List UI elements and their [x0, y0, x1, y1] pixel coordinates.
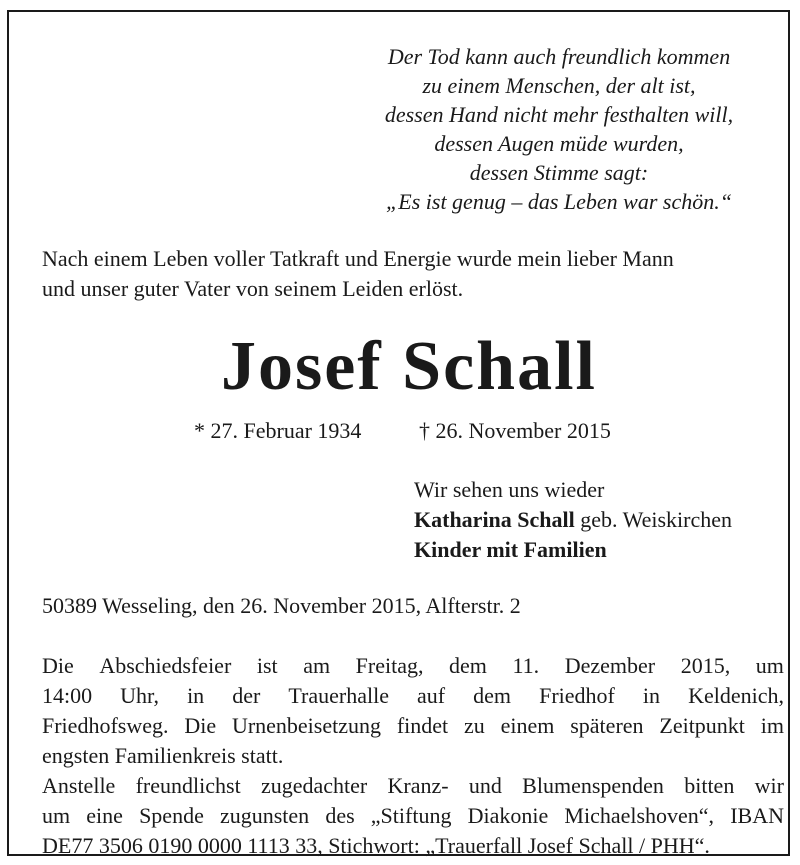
- details-word: Urnenbeisetzung: [231, 713, 381, 738]
- details-word: Die: [42, 653, 74, 678]
- poem-line: dessen Stimme sagt:: [469, 160, 649, 185]
- details-word: eine: [86, 803, 123, 828]
- details-word: Friedhof: [539, 683, 615, 708]
- details-line: [42, 711, 784, 741]
- details-line: [42, 651, 784, 681]
- details-word: Dezember: [564, 653, 656, 678]
- details-line: [42, 801, 784, 831]
- poem: [309, 42, 800, 216]
- location-date-line: 50389 Wesseling, den 26. November 2015, Alfterstr. 2: [42, 593, 521, 618]
- details-word: dem: [449, 653, 487, 678]
- details-line: [42, 681, 784, 711]
- details-word: des: [325, 803, 355, 828]
- details-word: Keldenich,: [688, 683, 784, 708]
- obituary-frame: [7, 10, 790, 856]
- poem-line: Der Tod kann auch freundlich kommen: [387, 44, 731, 69]
- details-word: 11.: [512, 653, 540, 678]
- details-word: in: [187, 683, 205, 708]
- poem-line: dessen Hand nicht mehr festhalten will,: [384, 102, 734, 127]
- details-word: ist: [256, 653, 278, 678]
- mourners-signoff: [414, 475, 732, 565]
- details-word: um: [42, 803, 71, 828]
- wife-maiden-name: geb. Weiskirchen: [574, 507, 733, 532]
- details-word: Uhr,: [120, 683, 160, 708]
- details-word: freundlichst: [135, 773, 241, 798]
- poem-line: zu einem Menschen, der alt ist,: [422, 73, 696, 98]
- details-word: 14:00: [42, 683, 93, 708]
- details-word: am: [303, 653, 331, 678]
- poem-line: dessen Augen müde wurden,: [434, 131, 684, 156]
- details-word: in: [642, 683, 661, 708]
- intro-text: [42, 244, 787, 304]
- death-date: † 26. November 2015: [419, 418, 611, 443]
- details-word: späteren: [570, 713, 644, 738]
- details-line: DE77 3506 0190 0000 1113 33, Stichwort: „Trauerfall Josef Schall / PHH“.: [42, 833, 710, 858]
- details-word: zugedachter: [260, 773, 368, 798]
- signoff-wife: [414, 505, 732, 535]
- details-word: Trauerhalle: [288, 683, 389, 708]
- details-word: Zeitpunkt: [659, 713, 745, 738]
- details-word: bitten: [684, 773, 735, 798]
- details-word: Abschiedsfeier: [99, 653, 232, 678]
- details-word: findet: [396, 713, 449, 738]
- details-word: und: [468, 773, 502, 798]
- deceased-name: Josef Schall: [221, 328, 597, 405]
- details-word: zu: [464, 713, 485, 738]
- details-word: 2015,: [680, 653, 731, 678]
- signoff-children: Kinder mit Familien: [414, 537, 607, 562]
- details-word: dem: [473, 683, 512, 708]
- details-word: Friedhofsweg.: [42, 713, 169, 738]
- birth-date: * 27. Februar 1934: [194, 418, 362, 443]
- wife-name: Katharina Schall: [414, 507, 575, 532]
- funeral-details: [42, 651, 784, 861]
- details-word: Anstelle: [42, 773, 116, 798]
- details-word: Blumenspenden: [522, 773, 664, 798]
- details-word: einem: [500, 713, 555, 738]
- poem-line: „Es ist genug – das Leben war schön.“: [386, 189, 732, 214]
- details-word: Kranz-: [387, 773, 449, 798]
- intro-line: Nach einem Leben voller Tatkraft und Energie wurde mein lieber Mann: [42, 246, 674, 271]
- details-word: Michaelshoven“,: [564, 803, 715, 828]
- signoff-greeting: Wir sehen uns wieder: [414, 477, 605, 502]
- details-word: „Stiftung: [370, 803, 452, 828]
- details-line: [42, 771, 784, 801]
- details-word: Freitag,: [355, 653, 424, 678]
- details-word: um: [755, 653, 784, 678]
- details-word: Die: [184, 713, 217, 738]
- details-word: im: [760, 713, 784, 738]
- intro-line: und unser guter Vater von seinem Leiden erlöst.: [42, 276, 464, 301]
- details-word: IBAN: [730, 803, 784, 828]
- details-word: der: [232, 683, 261, 708]
- details-word: zugunsten: [219, 803, 310, 828]
- details-word: Diakonie: [467, 803, 549, 828]
- details-word: Spende: [139, 803, 204, 828]
- details-word: wir: [754, 773, 784, 798]
- details-line: engsten Familienkreis statt.: [42, 743, 284, 768]
- details-word: auf: [417, 683, 446, 708]
